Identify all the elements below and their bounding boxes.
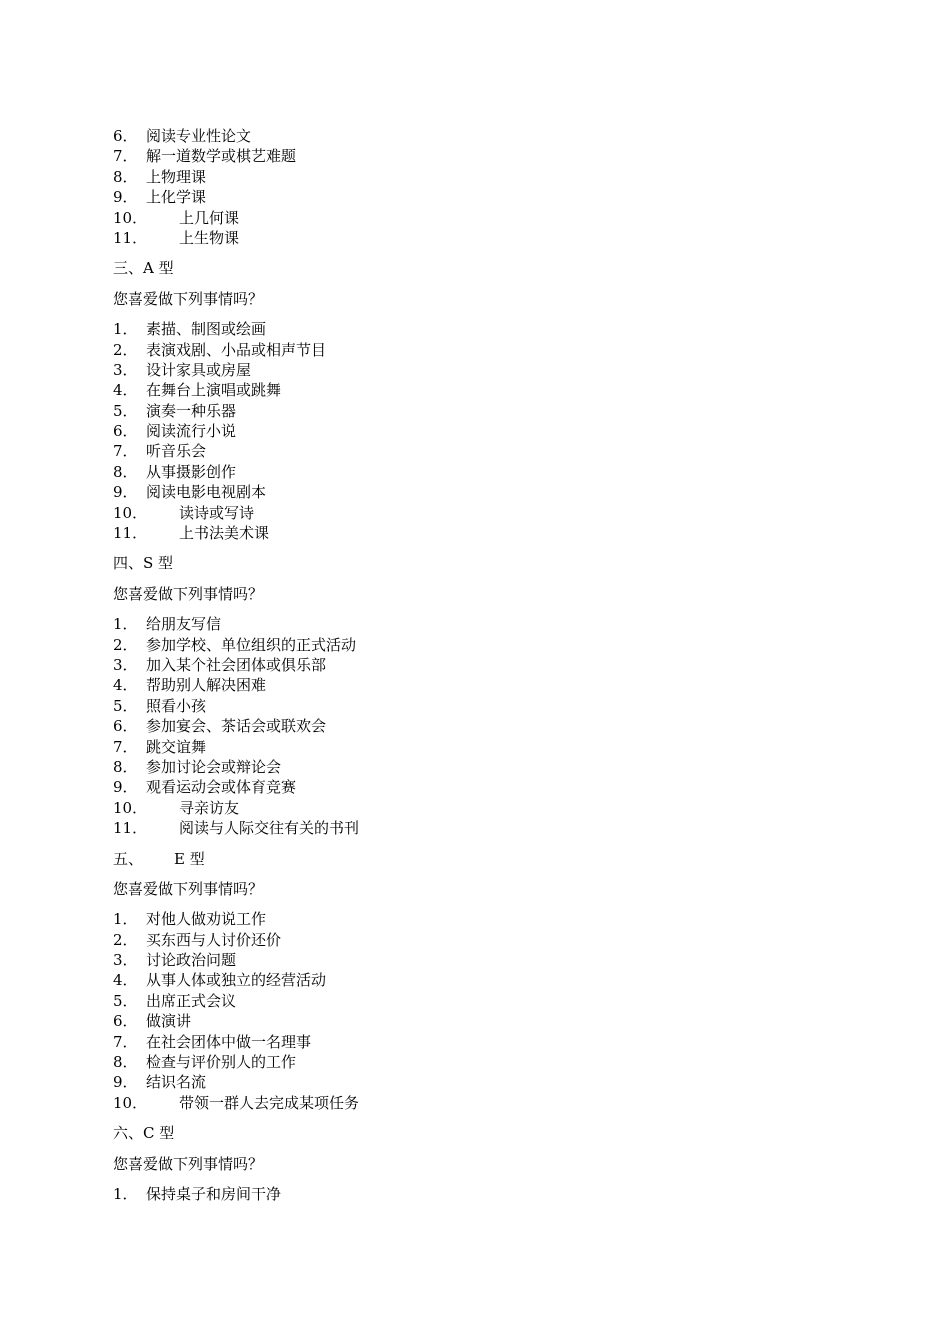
- section-e-list: [113, 909, 833, 1113]
- section-prompt: 您喜爱做下列事情吗？: [113, 879, 264, 898]
- item-number: 10．: [113, 503, 148, 522]
- item-number: 2．: [113, 930, 138, 949]
- item-text: 观看运动会或体育竞赛: [146, 778, 297, 797]
- part-continued-list: [113, 126, 833, 248]
- list-item: [113, 441, 833, 461]
- item-text: 买东西与人讨价还价: [146, 930, 282, 949]
- item-number: 11．: [113, 524, 148, 543]
- item-text: 保持桌子和房间干净: [146, 1184, 282, 1203]
- list-item: [113, 208, 833, 228]
- item-number: 8．: [113, 167, 138, 186]
- item-number: 1．: [113, 320, 138, 339]
- item-number: 8．: [113, 1053, 138, 1072]
- list-item: [113, 737, 833, 757]
- list-item: [113, 1052, 833, 1072]
- list-item: [113, 614, 833, 634]
- item-number: 10．: [113, 1093, 148, 1112]
- list-item: [113, 1011, 833, 1031]
- list-item: [113, 970, 833, 990]
- list-item: [113, 757, 833, 777]
- item-number: 11．: [113, 819, 148, 838]
- section-type: S 型: [143, 554, 174, 573]
- list-item: [113, 1093, 833, 1113]
- item-text: 阅读电影电视剧本: [146, 483, 267, 502]
- list-item: [113, 1072, 833, 1092]
- item-text: 对他人做劝说工作: [146, 910, 267, 929]
- item-number: 9．: [113, 483, 138, 502]
- list-item: [113, 360, 833, 380]
- item-number: 6．: [113, 717, 138, 736]
- list-item: [113, 798, 833, 818]
- item-text: 检查与评价别人的工作: [146, 1053, 297, 1072]
- item-number: 10．: [113, 208, 148, 227]
- item-text: 照看小孩: [146, 696, 207, 715]
- list-item: [113, 1184, 833, 1204]
- item-number: 10．: [113, 798, 148, 817]
- section-type: A 型: [143, 259, 174, 278]
- item-text: 带领一群人去完成某项任务: [179, 1093, 360, 1112]
- list-item: [113, 401, 833, 421]
- list-item: [113, 503, 833, 523]
- item-number: 3．: [113, 360, 138, 379]
- document-page: [113, 126, 833, 1204]
- item-number: 1．: [113, 910, 138, 929]
- item-number: 9．: [113, 188, 138, 207]
- list-item: [113, 675, 833, 695]
- item-number: 7．: [113, 1032, 138, 1051]
- item-text: 做演讲: [146, 1012, 192, 1031]
- item-text: 上物理课: [146, 167, 207, 186]
- item-number: 4．: [113, 676, 138, 695]
- item-text: 素描、制图或绘画: [146, 320, 267, 339]
- list-item: [113, 187, 833, 207]
- item-number: 8．: [113, 462, 138, 481]
- list-item: [113, 482, 833, 502]
- list-item: [113, 340, 833, 360]
- list-item: [113, 1032, 833, 1052]
- list-item: [113, 950, 833, 970]
- list-item: [113, 228, 833, 248]
- item-text: 结识名流: [146, 1073, 207, 1092]
- list-item: [113, 716, 833, 736]
- section-type: C 型: [143, 1124, 175, 1143]
- item-text: 上生物课: [179, 228, 240, 247]
- item-text: 从事摄影创作: [146, 462, 237, 481]
- item-number: 2．: [113, 635, 138, 654]
- item-number: 2．: [113, 340, 138, 359]
- item-text: 从事人体或独立的经营活动: [146, 971, 327, 990]
- item-number: 6．: [113, 127, 138, 145]
- list-item: [113, 696, 833, 716]
- item-text: 寻亲访友: [179, 798, 240, 817]
- item-number: 7．: [113, 737, 138, 756]
- section-type: E 型: [174, 849, 205, 868]
- item-number: 9．: [113, 778, 138, 797]
- item-text: 跳交谊舞: [146, 737, 207, 756]
- section-prompt: 您喜爱做下列事情吗？: [113, 289, 264, 308]
- section-s-list: [113, 614, 833, 838]
- item-number: 6．: [113, 422, 138, 441]
- section-number: 三、: [113, 259, 144, 278]
- section-number: 四、: [113, 554, 144, 573]
- item-number: 6．: [113, 1012, 138, 1031]
- item-text: 设计家具或房屋: [146, 360, 252, 379]
- list-item: [113, 523, 833, 543]
- item-text: 阅读流行小说: [146, 422, 237, 441]
- item-text: 解一道数学或棋艺难题: [146, 147, 297, 166]
- item-text: 在社会团体中做一名理事: [146, 1032, 312, 1051]
- item-text: 帮助别人解决困难: [146, 676, 267, 695]
- list-item: [113, 930, 833, 950]
- section-prompt: 您喜爱做下列事情吗？: [113, 1154, 264, 1173]
- item-text: 参加学校、单位组织的正式活动: [146, 635, 357, 654]
- section-heading-c: [113, 1123, 833, 1143]
- item-number: 7．: [113, 147, 138, 166]
- item-number: 4．: [113, 971, 138, 990]
- item-number: 3．: [113, 951, 138, 970]
- item-number: 11．: [113, 228, 148, 247]
- item-number: 1．: [113, 1184, 138, 1203]
- item-text: 听音乐会: [146, 442, 207, 461]
- section-number: 五、: [113, 849, 144, 868]
- list-item: [113, 167, 833, 187]
- item-text: 演奏一种乐器: [146, 401, 237, 420]
- item-text: 给朋友写信: [146, 615, 222, 634]
- list-item: [113, 146, 833, 166]
- section-heading-s: [113, 553, 833, 573]
- item-text: 上书法美术课: [179, 524, 270, 543]
- item-number: 5．: [113, 696, 138, 715]
- list-item: [113, 462, 833, 482]
- item-text: 参加宴会、茶话会或联欢会: [146, 717, 327, 736]
- item-text: 讨论政治问题: [146, 951, 237, 970]
- section-number: 六、: [113, 1124, 144, 1143]
- item-text: 在舞台上演唱或跳舞: [146, 381, 282, 400]
- section-c-list: [113, 1184, 833, 1204]
- item-number: 8．: [113, 757, 138, 776]
- item-text: 读诗或写诗: [179, 503, 255, 522]
- list-item: [113, 818, 833, 838]
- item-number: 5．: [113, 401, 138, 420]
- item-number: 3．: [113, 655, 138, 674]
- item-number: 9．: [113, 1073, 138, 1092]
- list-item: [113, 380, 833, 400]
- section-heading-e: [113, 849, 833, 869]
- list-item: [113, 777, 833, 797]
- list-item: [113, 909, 833, 929]
- item-text: 阅读与人际交往有关的书刊: [179, 819, 360, 838]
- section-prompt: 您喜爱做下列事情吗？: [113, 584, 264, 603]
- item-number: 4．: [113, 381, 138, 400]
- section-heading-a: [113, 258, 833, 278]
- item-number: 7．: [113, 442, 138, 461]
- section-a-list: [113, 319, 833, 543]
- item-text: 上化学课: [146, 188, 207, 207]
- list-item: [113, 126, 833, 146]
- item-text: 表演戏剧、小品或相声节目: [146, 340, 327, 359]
- item-text: 出席正式会议: [146, 991, 237, 1010]
- item-text: 阅读专业性论文: [146, 127, 252, 145]
- list-item: [113, 991, 833, 1011]
- list-item: [113, 655, 833, 675]
- item-text: 加入某个社会团体或俱乐部: [146, 655, 327, 674]
- item-number: 1．: [113, 615, 138, 634]
- item-text: 参加讨论会或辩论会: [146, 757, 282, 776]
- item-number: 5．: [113, 991, 138, 1010]
- list-item: [113, 319, 833, 339]
- item-text: 上几何课: [179, 208, 240, 227]
- list-item: [113, 421, 833, 441]
- list-item: [113, 635, 833, 655]
